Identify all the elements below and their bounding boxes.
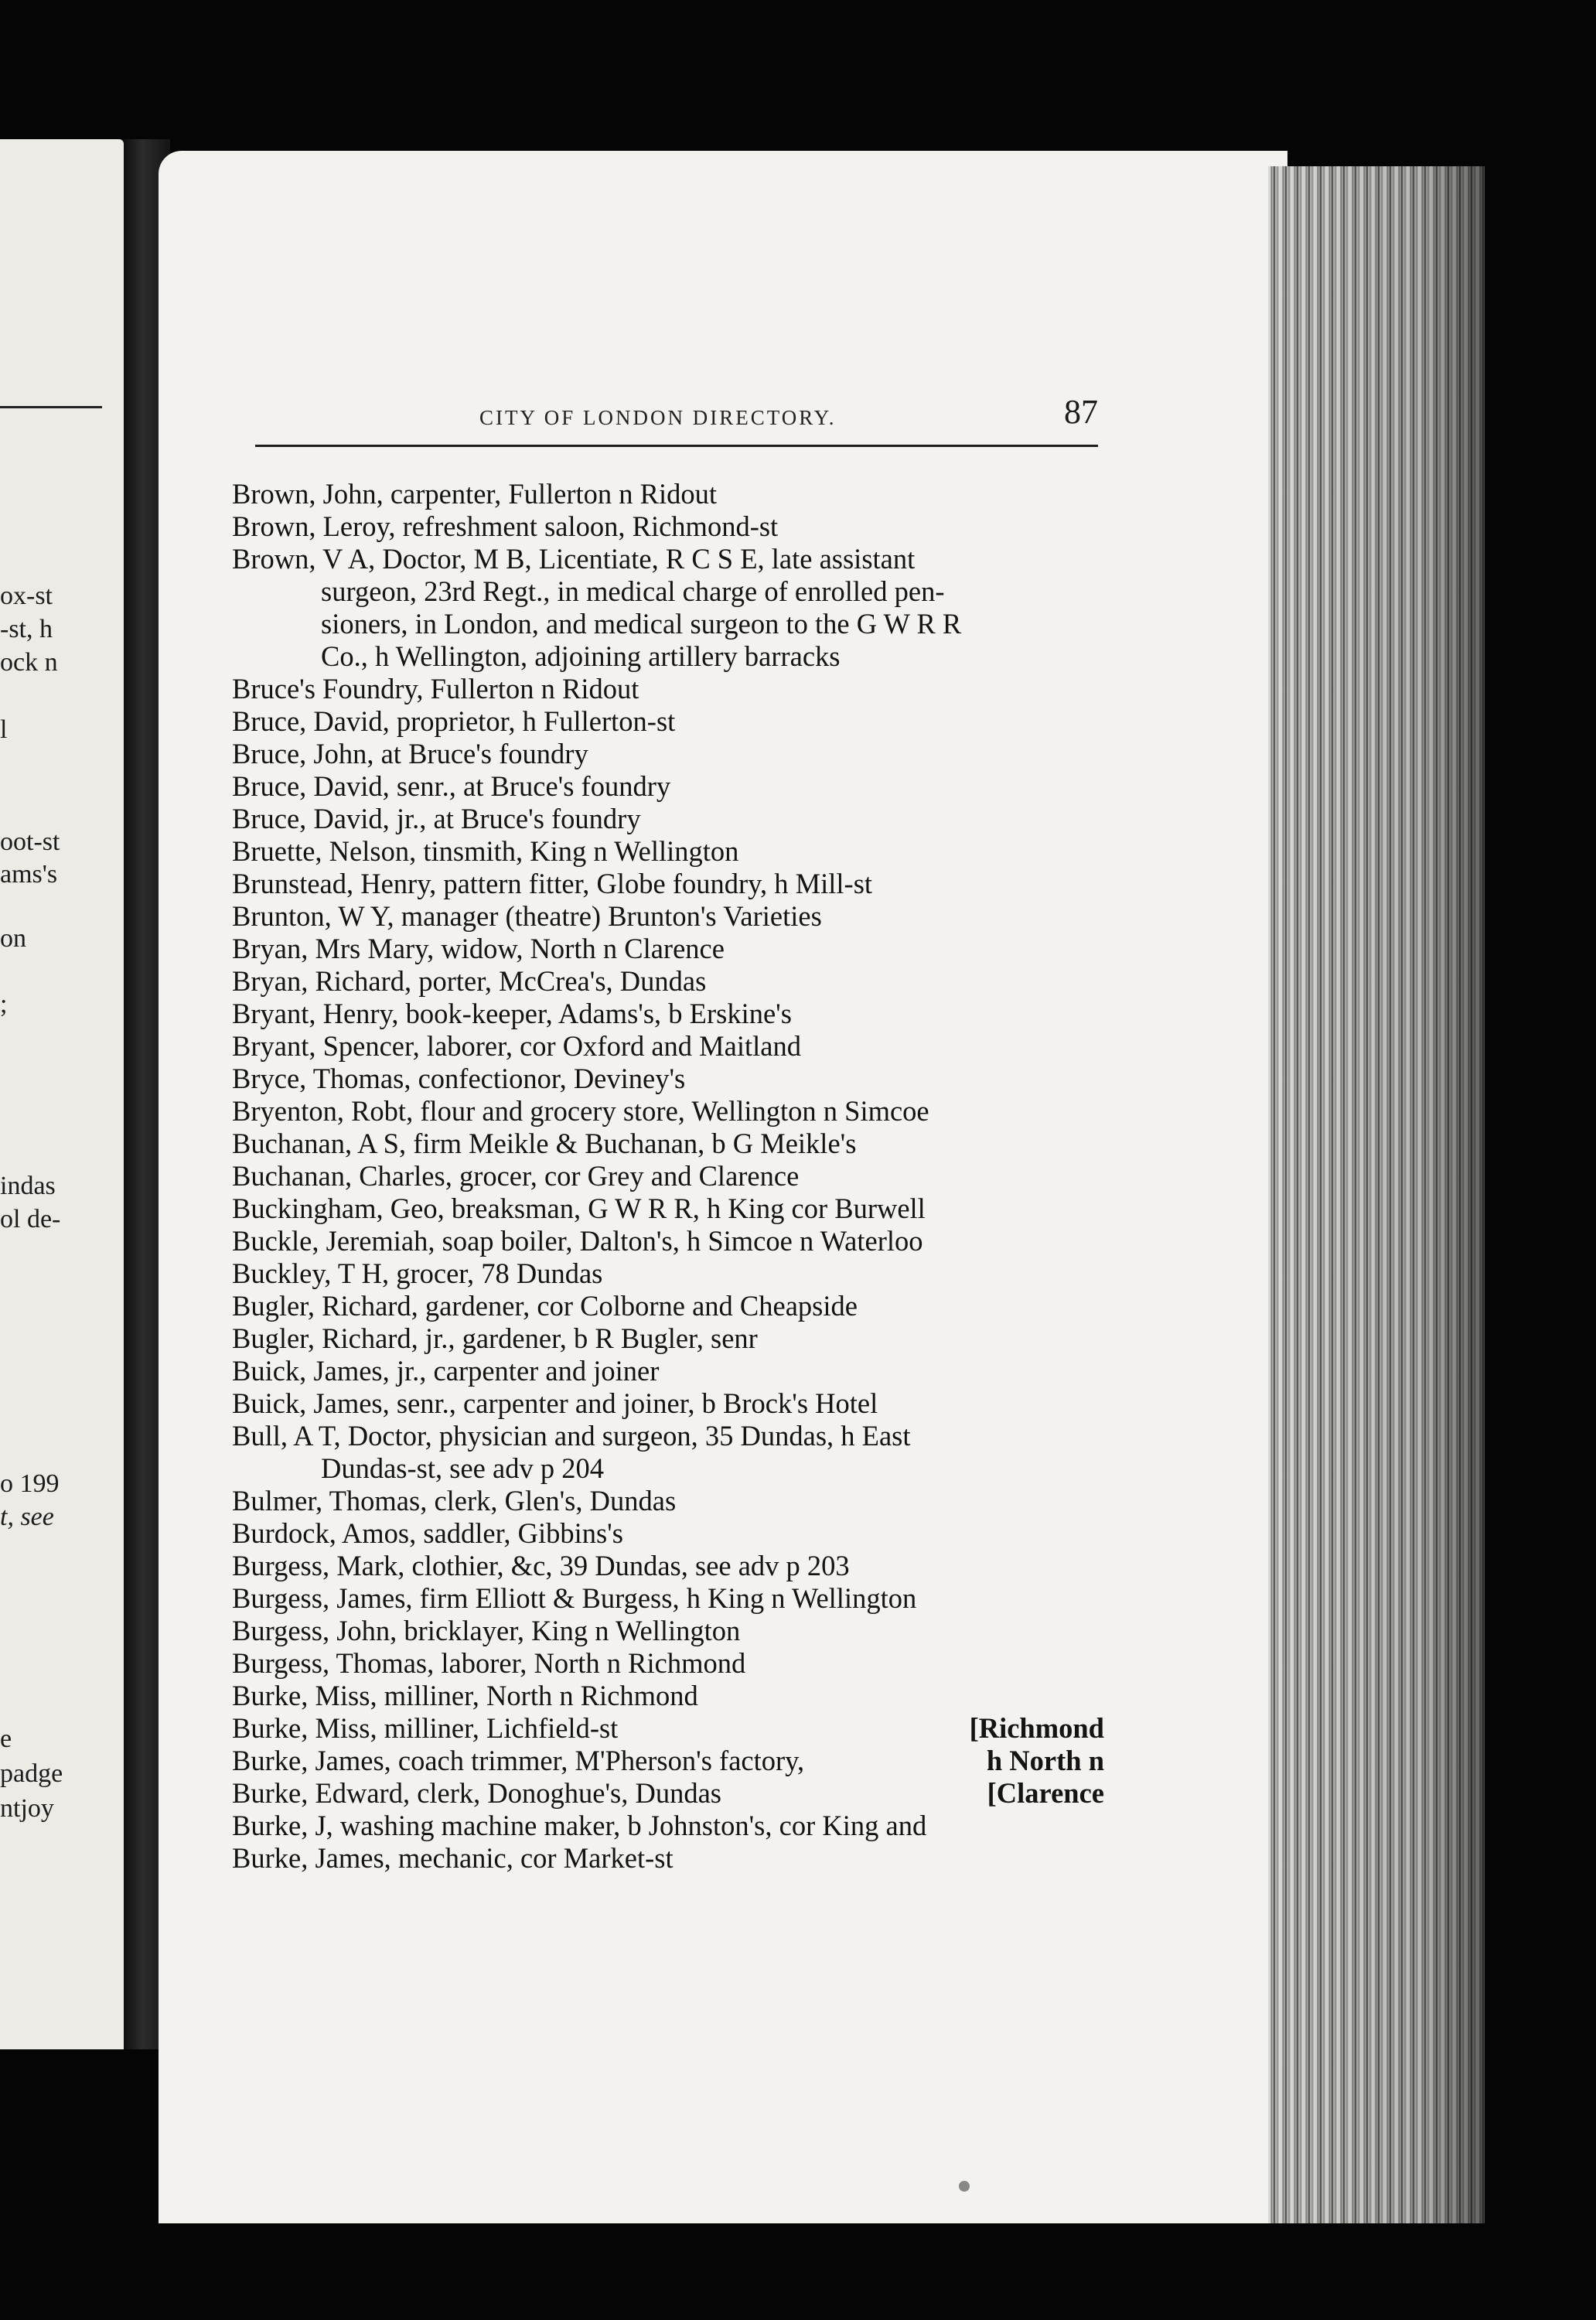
directory-entry: Bryant, Henry, book-keeper, Adams's, b Erskine's bbox=[232, 998, 792, 1029]
left-fragment: e bbox=[0, 1725, 12, 1753]
directory-entry: Bulmer, Thomas, clerk, Glen's, Dundas bbox=[232, 1485, 677, 1517]
left-fragment: ; bbox=[0, 990, 8, 1018]
directory-entry: Buckle, Jeremiah, soap boiler, Dalton's, h Simcoe n Waterloo bbox=[232, 1225, 923, 1257]
directory-entry: Bryenton, Robt, flour and grocery store, Wellington n Simcoe bbox=[232, 1095, 929, 1127]
directory-entry: Burdock, Amos, saddler, Gibbins's bbox=[232, 1517, 623, 1549]
bracket-overflow: [Clarence bbox=[987, 1777, 1104, 1809]
directory-entry: Bryant, Spencer, laborer, cor Oxford and Maitland bbox=[232, 1030, 801, 1062]
directory-entry: Bryan, Mrs Mary, widow, North n Clarence bbox=[232, 933, 725, 964]
directory-entry-continuation: Co., h Wellington, adjoining artillery barracks bbox=[321, 640, 841, 672]
directory-entry: Bruce, John, at Bruce's foundry bbox=[232, 738, 588, 769]
left-fragment: on bbox=[0, 924, 26, 953]
left-fragment: padge bbox=[0, 1759, 63, 1788]
left-fragment: ox-st bbox=[0, 582, 53, 610]
directory-entry: Burgess, Mark, clothier, &c, 39 Dundas, see adv p 203 bbox=[232, 1550, 850, 1581]
directory-entries bbox=[232, 478, 1121, 1875]
directory-entry: Bruce, David, senr., at Bruce's foundry bbox=[232, 770, 671, 802]
left-fragment: oot-st bbox=[0, 827, 60, 856]
left-facing-page bbox=[0, 139, 124, 2049]
directory-entry: Bugler, Richard, jr., gardener, b R Bugler, senr bbox=[232, 1322, 758, 1354]
left-fragment: l bbox=[0, 715, 8, 744]
left-fragment: ol de- bbox=[0, 1205, 61, 1233]
directory-entry: Burke, James, mechanic, cor Market-st bbox=[232, 1842, 674, 1874]
directory-entry-text: Burke, Edward, clerk, Donoghue's, Dundas bbox=[232, 1777, 722, 1809]
directory-entry: Buick, James, jr., carpenter and joiner bbox=[232, 1355, 660, 1387]
left-fragment: ntjoy bbox=[0, 1794, 54, 1823]
directory-entry: Brown, John, carpenter, Fullerton n Ridout bbox=[232, 478, 718, 510]
directory-entry: Bull, A T, Doctor, physician and surgeon, 35 Dundas, h East bbox=[232, 1420, 911, 1452]
left-page-rule bbox=[0, 406, 102, 408]
directory-entry: Bruce's Foundry, Fullerton n Ridout bbox=[232, 673, 639, 705]
ink-smudge bbox=[959, 2181, 970, 2192]
directory-entry bbox=[232, 1745, 1121, 1777]
running-head: CITY OF LONDON DIRECTORY. bbox=[479, 406, 837, 429]
directory-entry: Bruce, David, jr., at Bruce's foundry bbox=[232, 803, 641, 834]
directory-entry: Bugler, Richard, gardener, cor Colborne and Cheapside bbox=[232, 1290, 858, 1322]
directory-entry: Burke, J, washing machine maker, b Johnston's, cor King and bbox=[232, 1810, 927, 1841]
directory-entry-continuation: surgeon, 23rd Regt., in medical charge of enrolled pen- bbox=[321, 575, 945, 607]
directory-entry: Buchanan, Charles, grocer, cor Grey and Clarence bbox=[232, 1160, 800, 1192]
directory-entry: Burke, Miss, milliner, North n Richmond bbox=[232, 1680, 698, 1711]
page-number: 87 bbox=[1064, 393, 1098, 431]
directory-entry: Bryce, Thomas, confectionor, Deviney's bbox=[232, 1063, 686, 1094]
directory-entry-text: Burke, James, coach trimmer, M'Pherson's factory, bbox=[232, 1745, 805, 1776]
directory-entry: Bryan, Richard, porter, McCrea's, Dundas bbox=[232, 965, 707, 997]
directory-entry: Brown, V A, Doctor, M B, Licentiate, R C S E, late assistant bbox=[232, 543, 916, 575]
directory-entry: Brunton, W Y, manager (theatre) Brunton's Varieties bbox=[232, 900, 822, 932]
bracket-overflow: [Richmond bbox=[969, 1712, 1104, 1744]
directory-entry bbox=[232, 1712, 1121, 1745]
directory-entry bbox=[232, 1777, 1121, 1810]
directory-entry: Bruce, David, proprietor, h Fullerton-st bbox=[232, 705, 676, 737]
directory-entry: Brown, Leroy, refreshment saloon, Richmond-st bbox=[232, 510, 779, 542]
page-edges bbox=[1268, 166, 1485, 2223]
directory-entry-continuation: Dundas-st, see adv p 204 bbox=[321, 1452, 604, 1484]
directory-entry: Buchanan, A S, firm Meikle & Buchanan, b G Meikle's bbox=[232, 1128, 857, 1159]
directory-entry: Buick, James, senr., carpenter and joiner, b Brock's Hotel bbox=[232, 1387, 878, 1419]
left-fragment: indas bbox=[0, 1172, 56, 1200]
directory-entry-continuation: sioners, in London, and medical surgeon to the G W R R bbox=[321, 608, 962, 640]
directory-entry: Burgess, James, firm Elliott & Burgess, h King n Wellington bbox=[232, 1582, 917, 1614]
left-fragment: o 199 bbox=[0, 1469, 60, 1498]
left-fragment: t, see bbox=[0, 1503, 54, 1531]
header-rule bbox=[255, 445, 1098, 447]
directory-entry-text: Burke, Miss, milliner, Lichfield-st bbox=[232, 1712, 619, 1744]
left-fragment: ock n bbox=[0, 648, 58, 677]
directory-entry: Buckley, T H, grocer, 78 Dundas bbox=[232, 1257, 603, 1289]
directory-entry: Buckingham, Geo, breaksman, G W R R, h King cor Burwell bbox=[232, 1192, 926, 1224]
directory-entry: Burgess, John, bricklayer, King n Wellington bbox=[232, 1615, 741, 1646]
page-header bbox=[255, 393, 1098, 445]
bracket-overflow: h North n bbox=[986, 1745, 1104, 1776]
left-fragment: -st, h bbox=[0, 615, 53, 643]
directory-entry: Brunstead, Henry, pattern fitter, Globe foundry, h Mill-st bbox=[232, 868, 873, 899]
directory-entry: Burgess, Thomas, laborer, North n Richmond bbox=[232, 1647, 746, 1679]
left-fragment: ams's bbox=[0, 860, 58, 889]
directory-entry: Bruette, Nelson, tinsmith, King n Wellington bbox=[232, 835, 739, 867]
